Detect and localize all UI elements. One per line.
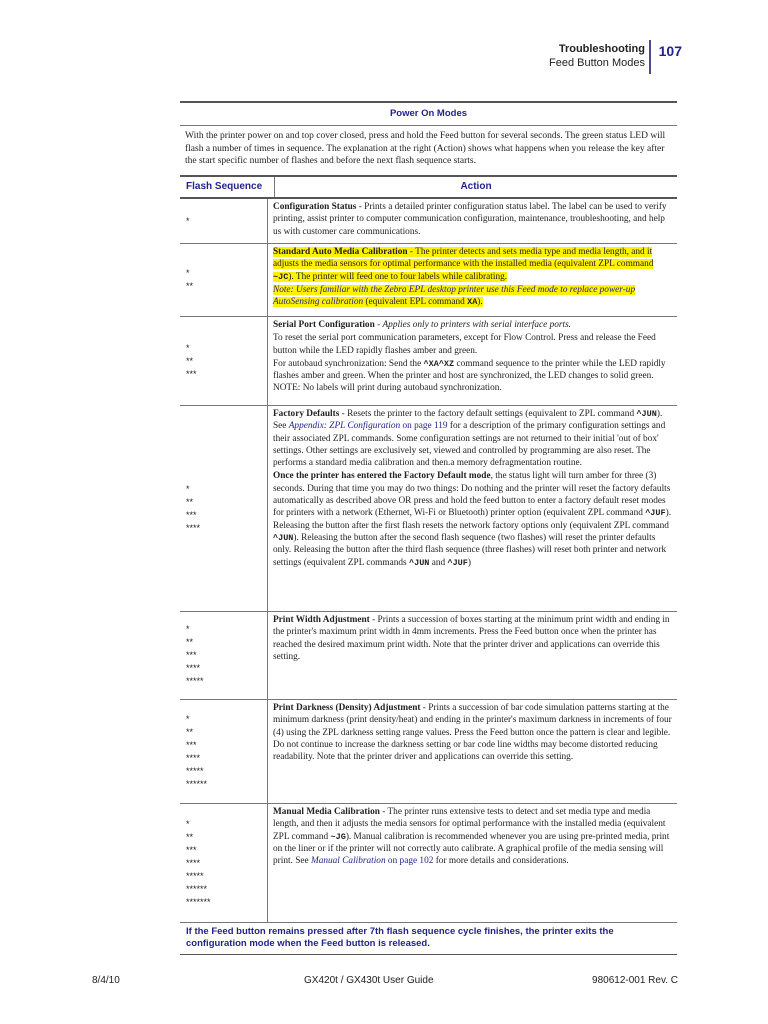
table-title: Power On Modes bbox=[180, 101, 677, 126]
flash-sequence bbox=[180, 244, 268, 316]
zpl-command: ^JUF bbox=[447, 557, 468, 568]
mode-description: To reset the serial port communication parameters, except for Flow Control. Press and release the Feed button while the LED rapidly flashes amber and green. bbox=[273, 333, 656, 356]
flash-sequence bbox=[180, 406, 268, 611]
flash-step: *** bbox=[186, 844, 197, 855]
flash-step: ** bbox=[186, 355, 194, 366]
flash-step: **** bbox=[186, 857, 201, 868]
factory-default-text: , the status light will turn amber for three (3) seconds. During that time you may do two things: Do nothing and the printer will reset the factory defaults automatically as described above OR press and hold the feed button to enter a factory default reset modes for printers with a network (Ethernet, Wi-Fi or Bluetooth) printer option (equivalent ZPL command bbox=[273, 471, 671, 519]
mode-description: - Prints a detailed printer configuration status label. The label can be used to verify printing, assist printer to computer communication configuration, maintenance, troubleshooting, and help us with customer care communications. bbox=[273, 202, 667, 237]
mode-title: Print Width Adjustment bbox=[273, 615, 370, 625]
flash-step: **** bbox=[186, 522, 201, 533]
flash-step: ** bbox=[186, 831, 194, 842]
section-title: Troubleshooting bbox=[558, 43, 645, 55]
autobaud-text: For autobaud synchronization: Send the bbox=[273, 358, 424, 369]
flash-step: ***** bbox=[186, 765, 204, 776]
zpl-command: ^JUF bbox=[645, 508, 666, 519]
flash-step: * bbox=[186, 215, 190, 226]
column-header-flash: Flash Sequence bbox=[180, 177, 275, 197]
table-row bbox=[180, 612, 677, 700]
table-row bbox=[180, 317, 677, 406]
table-row bbox=[180, 804, 677, 922]
appendix-page-link[interactable]: on page 119 bbox=[400, 421, 448, 432]
flash-step: ** bbox=[186, 281, 194, 291]
flash-step: *** bbox=[186, 650, 197, 660]
flash-sequence bbox=[180, 804, 268, 922]
flash-step: * bbox=[186, 342, 190, 353]
table-intro: With the printer power on and top cover closed, press and hold the Feed button for several seconds. The green status LED will flash a number of times in sequence. The explanation at the right (Action) shows what happens when you release the key after the start specific number of flashes and before the next flash sequence starts. bbox=[180, 126, 677, 177]
mode-description: - Prints a succession of bar code simulation patterns starting at the minimum darkness (print density/heat) and ending in the printer's maximum darkness in increments of four (4) using the ZPL darkness setting range values. Press the Feed button once the pattern is clear and legible. Do not continue to increase the darkness setting or bar code line widths may become distorted reducing readability. Note that the printer driver and applications can override this setting. bbox=[273, 703, 672, 763]
flash-step: *** bbox=[186, 739, 197, 750]
action-cell bbox=[268, 612, 677, 699]
manual-calibration-page-link[interactable]: on page 102 bbox=[385, 856, 434, 867]
power-on-modes-table bbox=[180, 101, 677, 955]
footer-guide-title: GX420t / GX430t User Guide bbox=[304, 975, 434, 986]
flash-step: ***** bbox=[186, 676, 204, 686]
mode-description-cont: ). Manual calibration is recommended whenever you are using pre-printed media, print on the liner or if the printer will not correctly auto calibrate. A graphical profile of the media sensing will print. See bbox=[273, 831, 670, 867]
table-row bbox=[180, 199, 677, 244]
mode-description-cont: ). The printer will feed one to four labels while calibrating. bbox=[288, 271, 508, 282]
factory-default-text: ). Releasing the button after the second flash sequence (two flashes) will reset the printer defaults only. Releasing the button after the third flash sequence (three flashes) will reset both printer and network settings (equivalent ZPL commands bbox=[273, 532, 667, 568]
mode-description: - Resets the printer to the factory default settings (equivalent to ZPL command bbox=[339, 409, 637, 419]
page-footer bbox=[92, 975, 678, 989]
action-cell bbox=[268, 406, 677, 611]
header-titles bbox=[549, 43, 645, 70]
action-cell bbox=[268, 700, 677, 803]
flash-step: ****** bbox=[186, 778, 208, 789]
epl-command: XA bbox=[467, 297, 478, 308]
footer-date: 8/4/10 bbox=[92, 975, 120, 986]
mode-title: Serial Port Configuration bbox=[273, 320, 375, 330]
footer-part-number: 980612-001 Rev. C bbox=[592, 975, 678, 986]
flash-step: ** bbox=[186, 637, 194, 647]
flash-step: * bbox=[186, 268, 190, 278]
page-header bbox=[438, 40, 738, 76]
mode-description: - The printer detects and sets media type and media length, and it adjusts the media sensors for optimal performance with the installed media (equivalent ZPL command bbox=[273, 247, 654, 270]
column-header-row bbox=[180, 177, 677, 199]
see-text: ). See bbox=[273, 409, 663, 432]
flash-step: ****** bbox=[186, 883, 208, 894]
action-cell bbox=[268, 244, 677, 316]
mode-title: Print Darkness (Density) Adjustment bbox=[273, 703, 421, 713]
mode-title: Configuration Status bbox=[273, 202, 357, 212]
flash-sequence bbox=[180, 317, 268, 405]
table-row bbox=[180, 406, 677, 612]
page-number: 107 bbox=[658, 43, 682, 59]
zpl-command: ~JC bbox=[273, 271, 289, 282]
title-separator: - bbox=[374, 320, 383, 330]
mode-note-cont: (equivalent EPL command bbox=[363, 297, 468, 308]
mode-description-cont: for a description of the primary configuration settings and their associated ZPL commands. Some configuration settings are not returned to their initial 'out of box' settings. Other settings are exclusively set, viewed and controlled by programming are also reset. The performs a standard media calibration and then.a memory defragmentation routine. bbox=[273, 421, 666, 469]
mode-title: Factory Defaults bbox=[273, 409, 340, 419]
flash-step: ** bbox=[186, 726, 194, 737]
action-cell bbox=[268, 317, 677, 405]
zpl-command: ^JUN bbox=[273, 532, 294, 543]
manual-calibration-link[interactable]: Manual Calibration bbox=[310, 856, 386, 867]
flash-step: *** bbox=[186, 368, 197, 379]
factory-default-text: ). Releasing the button after the first flash resets the network factory options only (equivalent ZPL command bbox=[273, 508, 672, 531]
mode-note: Note: Users familiar with the Zebra EPL desktop printer use this Feed mode to replace power-up AutoSensing calibration bbox=[273, 284, 636, 308]
zpl-command: ^JUN bbox=[636, 409, 657, 419]
mode-note-end: ). bbox=[477, 297, 483, 308]
factory-default-text: and bbox=[429, 557, 448, 568]
flash-step: * bbox=[186, 713, 190, 724]
header-divider bbox=[649, 40, 651, 74]
subsection-title: Feed Button Modes bbox=[548, 57, 645, 69]
factory-default-heading: Once the printer has entered the Factory Default mode bbox=[273, 471, 491, 482]
action-cell bbox=[268, 199, 677, 243]
action-cell bbox=[268, 804, 677, 922]
column-header-action: Action bbox=[460, 181, 492, 192]
flash-step: ******* bbox=[186, 896, 211, 907]
zpl-command: ~JG bbox=[330, 831, 346, 842]
flash-step: ** bbox=[186, 496, 194, 507]
flash-sequence bbox=[180, 612, 268, 699]
factory-default-text: ) bbox=[467, 557, 471, 568]
zpl-command: ^XA^XZ bbox=[423, 358, 455, 369]
mode-description: - Prints a succession of boxes starting at the minimum print width and ending in the printer's maximum print width in 4mm increments. Press the Feed button once when the printer has reached the desired maximum print width. Note that the printer driver and applications can override this setting. bbox=[273, 615, 670, 662]
flash-sequence bbox=[180, 199, 268, 243]
flash-step: **** bbox=[186, 663, 201, 673]
flash-step: * bbox=[186, 818, 190, 829]
mode-description: - The printer runs extensive tests to detect and set media type and media length, and then it adjusts the media sensors for optimal performance with the installed media (equivalent ZPL command bbox=[273, 807, 666, 842]
flash-step: ***** bbox=[186, 870, 204, 881]
flash-sequence bbox=[180, 700, 268, 803]
table-footer-note: If the Feed button remains pressed after 7th flash sequence cycle finishes, the printer exits the configuration mode when the Feed button is released. bbox=[180, 922, 677, 955]
autobaud-text-cont: command sequence to the printer while the LED rapidly flashes amber and green. When the printer and host are synchronized, the LED changes to solid green. NOTE: No labels will print during autobaud synchronization. bbox=[273, 358, 666, 394]
mode-title: Manual Media Calibration bbox=[273, 807, 380, 817]
flash-step: * bbox=[186, 624, 190, 634]
mode-description-end: for more details and considerations. bbox=[433, 856, 569, 867]
flash-step: **** bbox=[186, 752, 201, 763]
flash-step: * bbox=[186, 483, 190, 494]
table-row bbox=[180, 700, 677, 804]
table-row bbox=[180, 244, 677, 317]
flash-step: *** bbox=[186, 509, 197, 520]
mode-applicability: Applies only to printers with serial interface ports. bbox=[382, 320, 572, 330]
mode-title: Standard Auto Media Calibration bbox=[273, 247, 408, 257]
appendix-link[interactable]: Appendix: ZPL Configuration bbox=[288, 421, 401, 432]
zpl-command: ^JUN bbox=[409, 557, 430, 568]
